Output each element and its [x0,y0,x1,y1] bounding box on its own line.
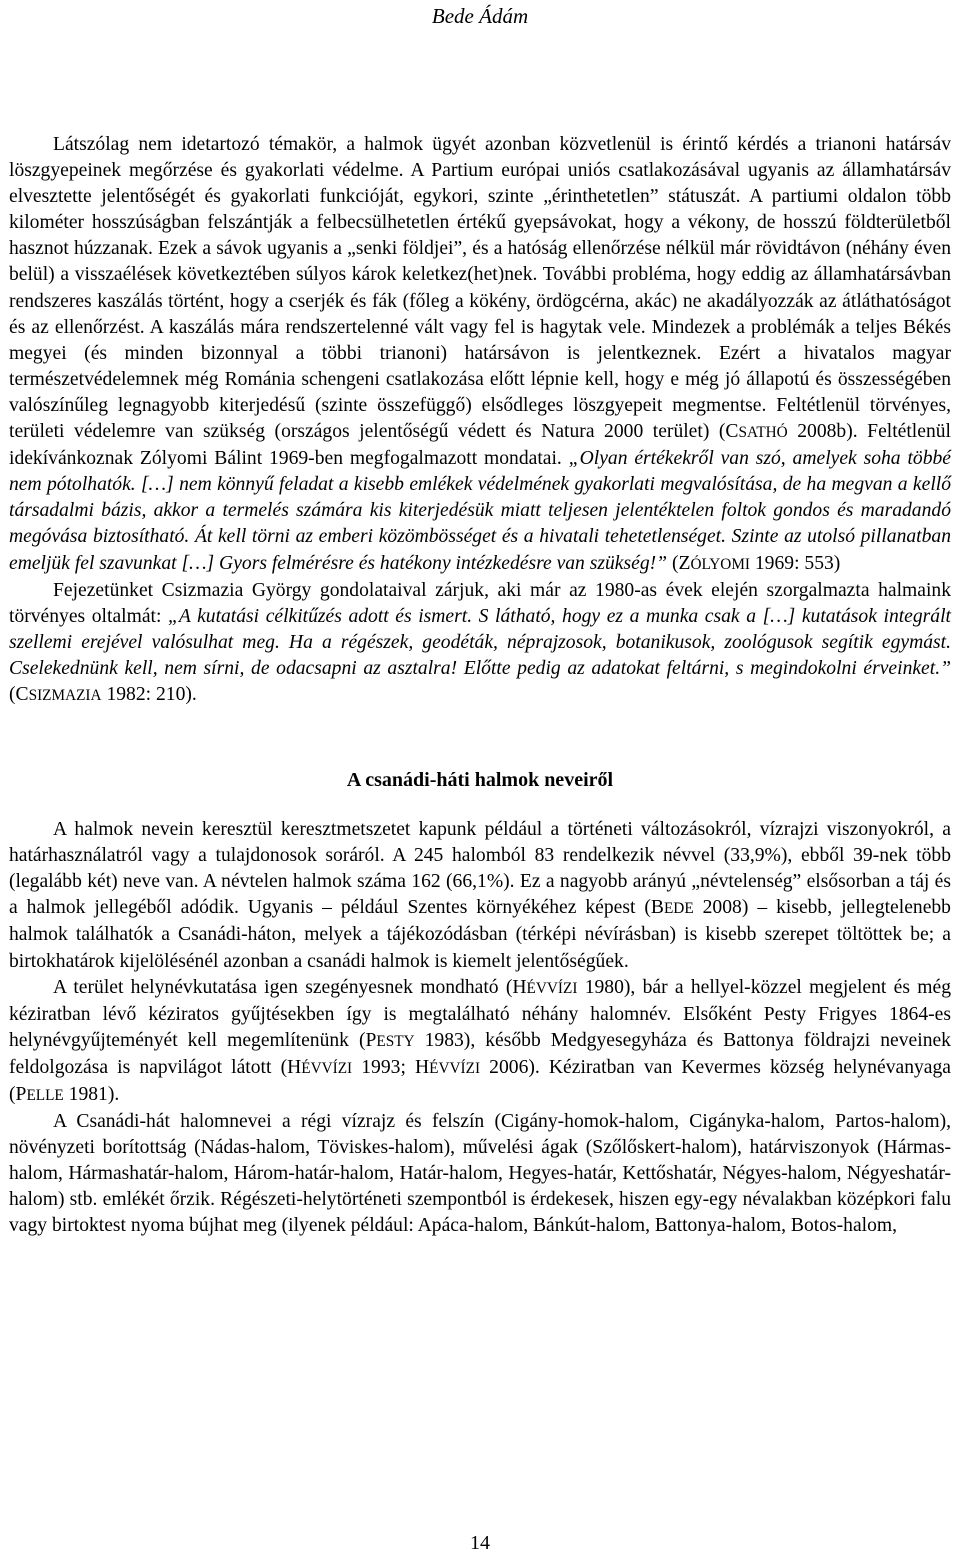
paragraph-text: A terület helynévkutatása igen szegényesnek mondható ( [53,976,513,998]
paragraph-place-name-research [9,975,951,1109]
citation-author [287,1057,352,1078]
citation-smallcaps: ESTY [376,1032,415,1050]
citation-author [16,684,102,705]
block-quote-zolyomi: „Olyan értékekről van szó, amelyek soha többé nem pótolhatók. […] nem könnyű feladat a kisebb emlékek védelmének gyakorlati megvalósítása, de ha megvan a kellő társadalmi bázis, akkor a termelés számára kis kiterjedésük miatt teljesen jelentéktelen foltok gondos és maradandó megóvása biztosítható. Át kell törni az emberi közömbösséget és a hivatali tehetetlenséget. Szinte az utolsó pillanatban emeljük fel szavunkat […] Gyors felmérésre és hatékony intézkedésre van szükség!” [9,448,951,574]
citation-smallcaps: EDE [663,900,694,918]
paragraph-text: 1993; [352,1056,416,1078]
citation-smallcaps: ÉVVÍZI [429,1059,481,1077]
paragraph-text: ( [9,683,16,705]
citation-initial: Z [678,552,691,574]
citation-author [16,1084,64,1105]
paragraph-text: 2006). Kéziratban van Kevermes község helynévanyaga ( [9,1056,951,1105]
citation-smallcaps: SATHÓ [738,424,788,442]
citation-smallcaps: SIZMAZIA [28,686,102,704]
citation-smallcaps: ELLE [26,1087,64,1104]
paragraph-text: 1981). [63,1084,120,1105]
citation-initial: B [650,897,664,919]
paragraph-text: 2008) – kisebb, jellegtelenebb halmok találhatók a Csanádi-háton, melyek a tájékozódásban (térképi névírásban) is kisebb szerepet töltöttek be; a birtokhatárok kijelölésénél azonban a csanádi halmok is kiemelt jelentőségűek. [9,897,951,972]
paragraph-text: 2008b). Feltétlenül idekívánkoznak Zólyomi Bálint 1969-ben megfogalmazott mondatai. [9,421,951,470]
paragraph-csizmazia [9,578,951,709]
paragraph-text: A halmok nevein keresztül keresztmetszetet kapunk például a történeti változásokról, vízrajzi viszonyokról, a határhasználatról vagy a tulajdonosok soráról. A 245 halomból 83 rendelkezik névvel (33,9%), ebből 39-nek több (legalább két) neve van. A névtelen halmok száma 162 (66,1%). Ez a nagyobb arányú „névtelenség” elsősorban a táj és a halmok jellegéből adódik. Ugyanis – például Szentes környékéhez képest ( [9,819,951,919]
citation-initial: H [512,976,527,998]
citation-author [725,421,787,442]
paragraph-text: 1980), bár a hellyel-közzel megjelent és még kéziratban lévő kéziratos gyűjtésekben így is megtalálható néhány halomnév. Elsőként Pesty Frigyes 1864-es helynévgyűjteményét kell megemlítenünk ( [9,976,951,1051]
citation-initial: C [725,421,739,443]
paragraph-text: 1969: 553) [749,552,841,574]
paragraph-text: ( [667,552,679,574]
citation-initial: P [365,1029,377,1051]
citation-initial: H [415,1056,430,1078]
page-number: 14 [470,1532,490,1554]
citation-author [366,1030,415,1051]
citation-author [415,1057,480,1078]
citation-initial: P [15,1084,27,1105]
citation-smallcaps: ÓLYOMI [690,555,750,573]
paragraph-mound-name-categories: A Csanádi-hát halomnevei a régi vízrajz és felszín (Cigány-homok-halom, Cigányka-halom, Partos-halom), növényzeti borítottság (Nádas-halom, Töviskes-halom), művelési ágak (Szőlőskert-halom), határviszonyok (Hármas-halom, Hármashatár-halom, Három-határ-halom, Határ-halom, Hegyes-határ, Kettőshatár, Négyes-halom, Négyeshatár-halom) stb. emlékét őrzik. Régészeti-helytörténeti szempontból is érdekesek, hiszen egy-egy névalakban középkori falu vagy birtoktest nyoma bújhat meg (ilyenek például: Apáca-halom, Bánkút-halom, Battonya-halom, Botos-halom, [9,1111,951,1237]
paragraph-mound-names [9,817,951,975]
paragraph-text: 1982: 210). [101,683,197,705]
citation-author [678,553,750,574]
citation-author [651,897,694,918]
paragraph-text: Látszólag nem idetartozó témakör, a halmok ügyét azonban közvetlenül is érintő kérdés a trianoni határsáv löszgyepeinek megőrzése és gyakorlati védelme. A Partium európai uniós csatlakozásával ugyanis az államhatársáv elvesztette jelentőségét és gyakorlati funkcióját, egykori, szinte „érinthetetlen” státuszát. A partiumi oldalon több kilométer hosszúságban felszántják a felbecsülhetetlen értékű gyepsávokat, hogy a vékony, de hosszú földterületből hasznot húzzanak. Ezek a sávok ugyanis a „senki földjei”, és a hatóság ellenőrzése nélkül már rövidtávon (néhány éven belül) a visszaélések következtében súlyos károk keletkez(het)nek. További probléma, hogy eddig az államhatársávban rendszeres kaszálás történt, hogy a cserjék és fák (főleg a kökény, ördögcérna, akác) ne akadályozzák az átláthatóságot és az ellenőrzést. A kaszálás mára rendszertelenné vált vagy fel is hagytak vele. Mindezek a problémák a teljes Békés megyei (és minden bizonnyal a többi trianoni) határsávon is jelentkeznek. Ezért a hivatalos magyar természetvédelemnek még Románia schengeni csatlakozása előtt lépnie kell, hogy e még jó állapotú és összességében valószínűleg legnagyobb kiterjedésű (szinte összefüggő) elsődleges löszgyepeit megmentse. Feltétlenül törvényes, területi védelemre van szükség (országos jelentőségű védett és Natura 2000 terület) ( [9,134,951,443]
document-body [9,132,951,1240]
paragraph-text: Fejezetünket Csizmazia György gondolataival zárjuk, aki már az 1980-as évek elején szorgalmazta halmaink törvényes oltalmát: [9,579,951,627]
paragraph-loess-grassland [9,132,951,578]
section-heading: A csanádi-háti halmok neveiről [346,769,614,792]
paragraph-text: 1983), később Medgyesegyháza és Battonya földrajzi neveinek feldolgozása is napvilágot látott ( [9,1029,951,1078]
running-header: Bede Ádám [431,4,529,28]
citation-smallcaps: ÉVVÍZI [526,979,578,997]
citation-initial: H [287,1056,302,1078]
citation-smallcaps: ÉVVÍZI [301,1059,353,1077]
citation-author [512,977,577,998]
citation-initial: C [15,683,29,705]
block-quote-csizmazia: „A kutatási célkitűzés adott és ismert. S látható, hogy ez a munka csak a […] kutatások integrált szellemi erejével valósulhat meg. Ha a régészek, geodéták, néprajzosok, botanikusok, zoológusok segítik egymást. Cselekednünk kell, nem sírni, de odacsapni az asztalra! Előtte pedig az adatokat feltárni, s megindokolni érveinket.” [9,605,951,679]
